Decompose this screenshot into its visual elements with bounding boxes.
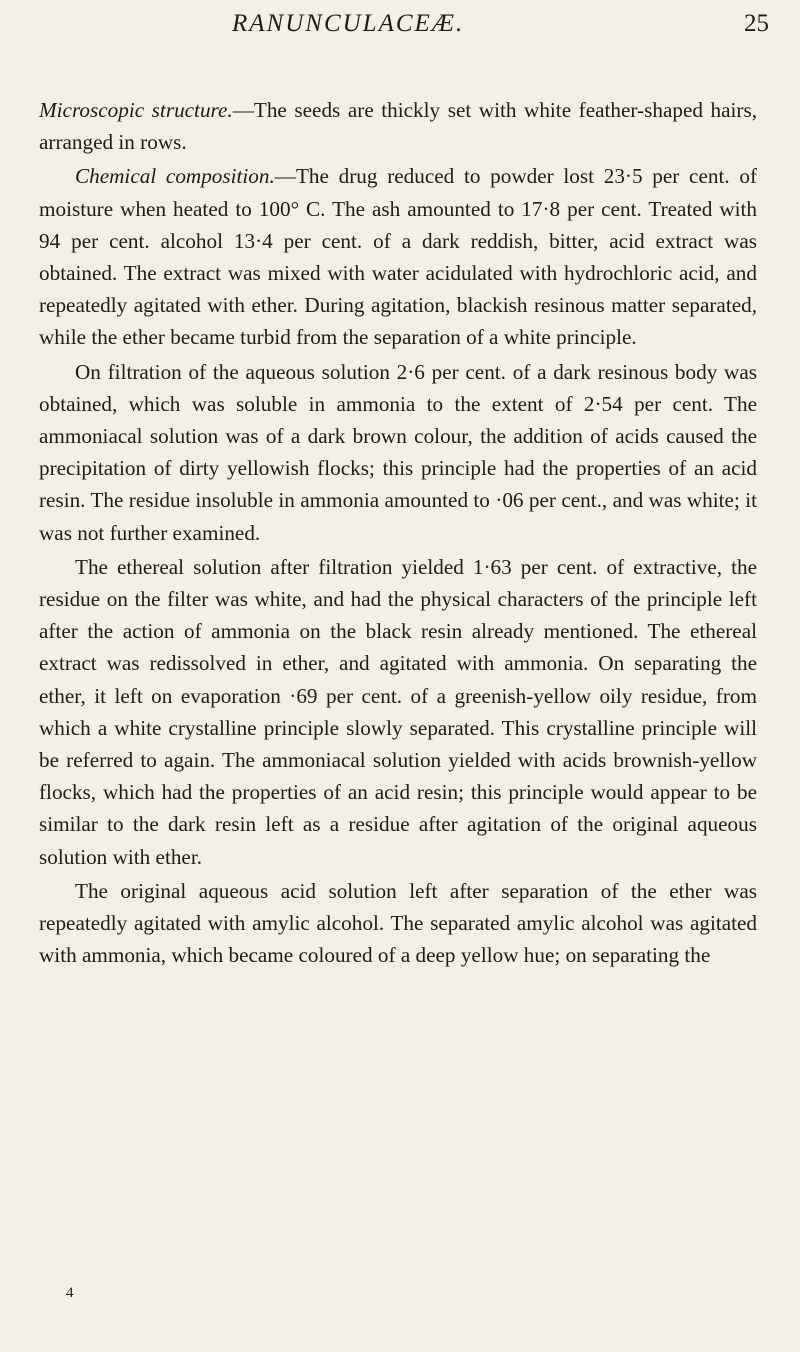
paragraph	[39, 356, 757, 549]
run-in-heading: Chemical composition.	[75, 164, 275, 189]
paragraph-text: On filtration of the aqueous solution 2·6 per cent. of a dark resinous body was obtained, which was soluble in ammonia to the extent of 2·54 per cent. The ammoniacal solution was of a dark brown colour, the addition of acids caused the precipitation of dirty yellowish flocks; this principle had the properties of an acid resin. The residue insoluble in ammonia amounted to ·06 per cent., and was white; it was not further examined.	[39, 359, 757, 545]
paragraph	[39, 160, 757, 353]
body-text	[39, 94, 757, 971]
paragraph	[39, 94, 757, 158]
run-in-heading: Microscopic structure.	[39, 98, 233, 122]
running-title: RANUNCULACEÆ.	[232, 10, 465, 37]
signature-mark: 4	[66, 1285, 74, 1301]
page-number: 25	[744, 10, 769, 37]
paragraph-text: The ethereal solution after filtration yielded 1·63 per cent. of extractive, the residue on the filter was white, and had the physical characters of the principle left after the action of ammonia on the black resin already mentioned. The ethereal extract was redissolved in ether, and agitated with ammonia. On separating the ether, it left on evaporation ·69 per cent. of a greenish-yellow oily residue, from which a white crystalline principle slowly separated. This crystalline principle will be referred to again. The ammoniacal solution yielded with acids brownish-yellow flocks, which had the properties of an acid resin; this principle would appear to be similar to the dark resin left as a residue after agitation of the original aqueous solution with ether.	[39, 554, 757, 869]
paragraph	[39, 551, 757, 873]
paragraph	[39, 875, 757, 972]
paragraph-text: —The seeds are thickly set with white feather-shaped hairs, arranged in rows.	[39, 98, 757, 155]
paragraph-text: The original aqueous acid solution left after separation of the ether was repeatedly agitated with amylic alcohol. The separated amylic alcohol was agitated with ammonia, which became coloured of a deep yellow hue; on separating the	[39, 878, 757, 968]
paragraph-text: —The drug reduced to powder lost 23·5 per cent. of moisture when heated to 100° C. The ash amounted to 17·8 per cent. Treated with 94 per cent. alcohol 13·4 per cent. of a dark reddish, bitter, acid extract was obtained. The extract was mixed with water acidulated with hydrochloric acid, and repeatedly agitated with ether. During agitation, blackish resinous matter separated, while the ether became turbid from the separation of a white principle.	[39, 164, 757, 350]
